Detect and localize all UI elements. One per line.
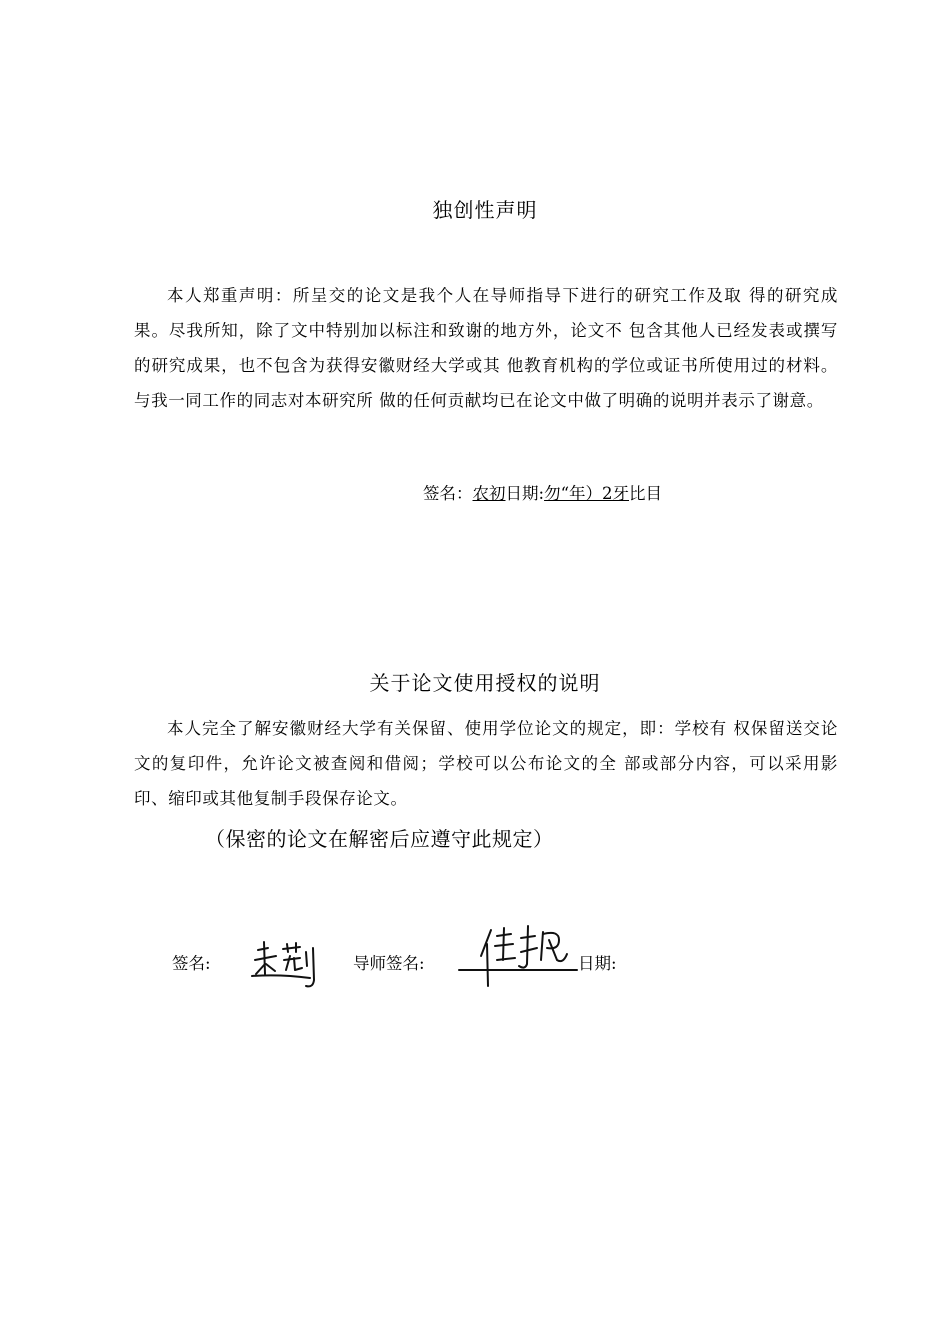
declaration-sign-value: 农初 (472, 484, 506, 503)
declaration-title: 独创性声明 (432, 198, 538, 222)
confidentiality-note: （保密的论文在解密后应遵守此规定） (205, 827, 554, 851)
declaration-sign-label: 签名： (423, 484, 473, 503)
declaration-body: 本人郑重声明：所呈交的论文是我个人在导师指导下进行的研究工作及取 得的研究成果。尽我所知，除了文中特别加以标注和致谢的地方外，论文不 包含其他人已经发表或撰写的研究成果，也不包含为获得安徽财经大学或其 他教育机构的学位或证书所使用过的材料。与我一同工作的同志对本研究所 做的任何贡献均已在论文中做了明确的说明并表示了谢意。 (134, 286, 838, 410)
advisor-date-label: 日期: (578, 954, 617, 973)
student-signature-icon (250, 936, 326, 992)
declaration-date-label: 日期: (505, 484, 545, 503)
student-sign-label: 签名: (172, 954, 211, 973)
declaration-date-value: 勿“年）2牙 (544, 484, 629, 503)
advisor-signature-icon (455, 920, 583, 992)
advisor-sign-label: 导师签名: (353, 954, 425, 973)
declaration-sign-line (423, 480, 662, 504)
authorization-title: 关于论文使用授权的说明 (369, 671, 601, 695)
declaration-date-tail: 比目 (629, 484, 662, 503)
authorization-body: 本人完全了解安徽财经大学有关保留、使用学位论文的规定，即：学校有 权保留送交论文的复印件，允许论文被查阅和借阅；学校可以公布论文的全 部或部分内容，可以采用影印、缩印或其他复制手段保存论文。 (134, 719, 838, 808)
